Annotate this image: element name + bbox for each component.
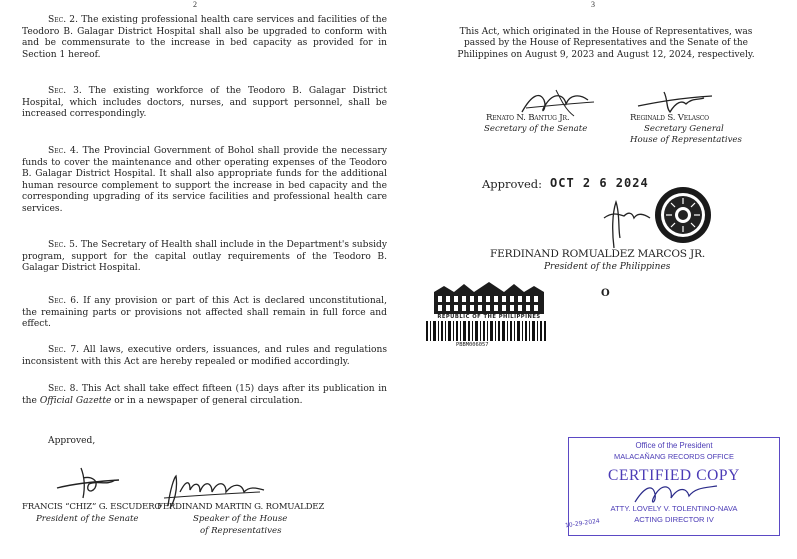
barcode-id: PBBM006057 [456,342,489,348]
approved-label: Approved, [48,436,96,446]
page-number: 2 [193,0,197,9]
section-text: All laws, executive orders, issuances, and rules and regulations inconsistent with this Act are hereby repealed or modified accordingly. [22,345,387,367]
section-5 [22,240,387,275]
section-text: This Act shall take effect fifteen (15) days after its publication in the [22,384,387,406]
left-page [0,0,398,559]
section-label: Sec. 7. [48,345,79,355]
section-8 [22,384,387,407]
stamp-certified-copy: CERTIFIED COPY [608,467,740,484]
signatory-title: of Representatives [200,526,282,536]
section-text: If any provision or part of this Act is declared unconstitutional, the remaining parts or provisions not affected shall remain in full force and effect. [22,296,387,330]
approved-label: Approved: [482,177,542,191]
origin-text: This Act, which originated in the House of Representatives, was passed by the House of Representatives and the Senate of the Philippines on August 9, 2023 and August 12, 2024, respectively. [457,27,755,60]
section-3 [22,86,387,121]
stamp-signatory-title: ACTING DIRECTOR IV [634,515,714,524]
section-label: Sec. 3. [48,86,82,96]
page-number: 3 [591,0,595,9]
section-4 [22,146,387,216]
signature-president-icon [594,192,654,252]
building-caption: REPUBLIC OF THE PHILIPPINES [437,314,541,320]
president-title: President of the Philippines [544,262,671,272]
president-name: FERDINAND ROMUALDEZ MARCOS JR. [490,248,706,260]
section-text: The existing workforce of the Teodoro B. Galagar District Hospital, which includes doctors, nurses, and support personnel, shall be increased correspondingly. [22,86,387,120]
section-text-end: or in a newspaper of general circulation. [114,395,303,406]
signatory-name: FERDINAND MARTIN G. ROMUALDEZ [157,502,325,512]
section-2 [22,15,387,61]
section-text: The Secretary of Health shall include in the Department's subsidy program, support for the capital outlay requirements of the Teodoro B. Galagar District Hospital. [22,240,387,274]
gazette-title: Official Gazette [39,395,112,406]
signatory-title: President of the Senate [36,514,139,524]
secretary-title: House of Representatives [630,135,742,145]
presidential-seal-icon [654,186,712,244]
stamp-office: Office of the President [635,441,713,450]
signatory-name: FRANCIS “CHIZ” G. ESCUDERO [22,502,162,512]
approved-date: OCT 2 6 2024 [550,176,649,190]
section-text: The existing professional health care services and facilities of the Teodoro B. Galagar District Hospital shall also be upgraded to conform with and be commensurate to the increase in bed capacity as provided for in Section 1 hereof. [22,15,387,60]
secretary-name: Reginald S. Velasco [630,113,709,123]
section-6 [22,296,387,331]
section-label: Sec. 8. [48,384,79,394]
stamp-date: 10-29-2024 [564,517,601,530]
section-7 [22,345,387,368]
malacanang-building-icon [434,282,544,316]
stamp-signatory-name: ATTY. LOVELY V. TOLENTINO-NAVA [610,504,738,513]
section-label: Sec. 6. [48,296,79,306]
stamp-records-office: MALACAÑANG RECORDS OFFICE [614,452,734,461]
section-text: The Provincial Government of Bohol shall provide the necessary funds to cover the maintenance and other operating expenses of the Teodoro B. Galagar District Hospital. It shall also appropriate funds for the additional human resource complement to support the increase in bed capacity and the corresponding upgrading of its service facilities and professional health care services. [22,146,387,214]
secretary-title: Secretary General [644,124,724,134]
barcode-icon [426,321,546,341]
mark-o: O [601,288,610,299]
signatory-title: Speaker of the House [193,514,288,524]
section-label: Sec. 2. [48,15,78,25]
secretary-name: Renato N. Bantug Jr. [486,113,570,123]
section-label: Sec. 5. [48,240,78,250]
section-label: Sec. 4. [48,146,79,156]
certified-copy-stamp [564,437,780,536]
signature-escudero-icon [55,462,135,502]
secretary-title: Secretary of the Senate [484,124,588,134]
